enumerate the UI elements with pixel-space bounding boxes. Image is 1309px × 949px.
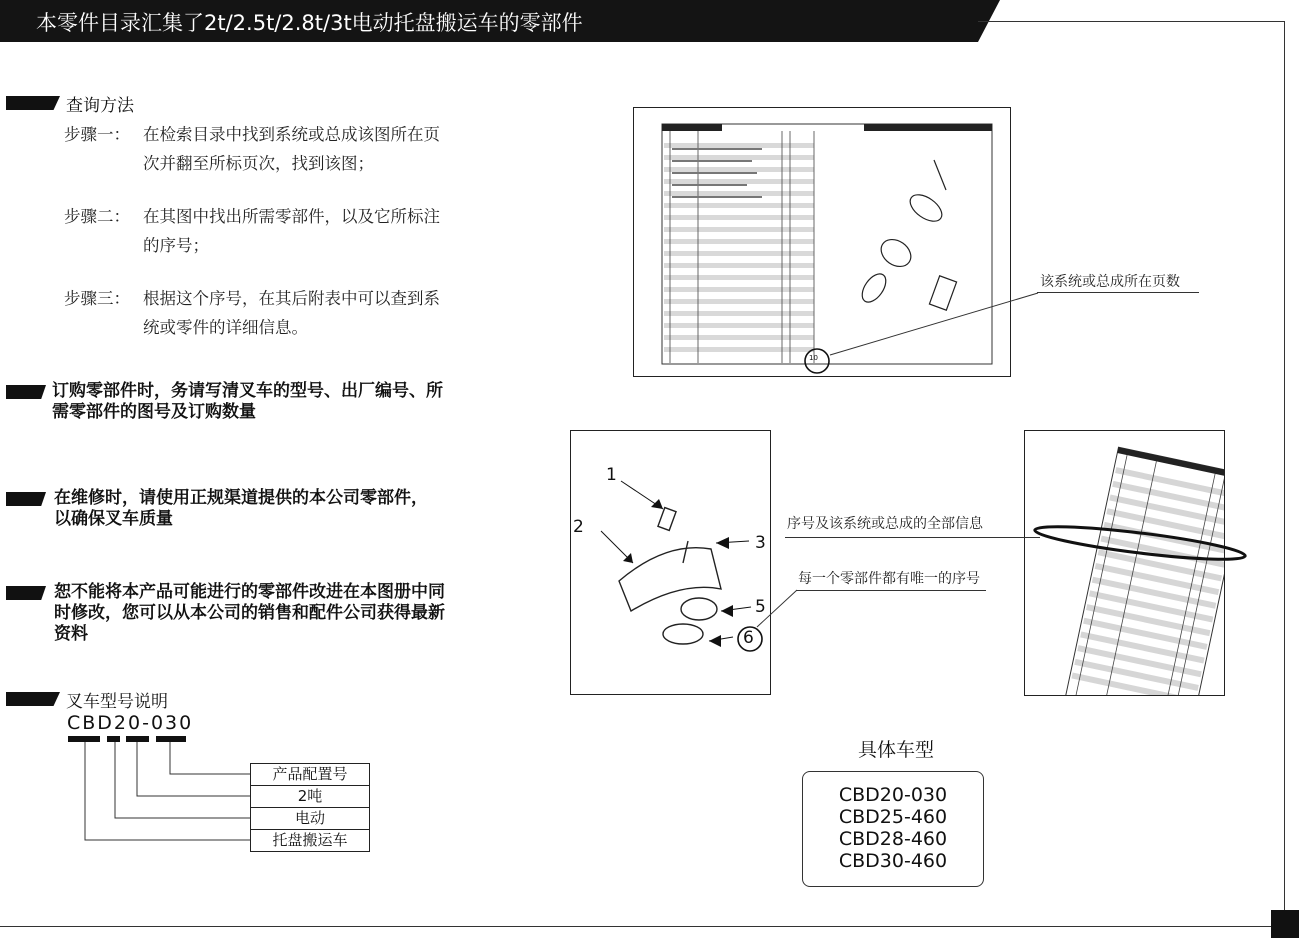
section-marker bbox=[6, 692, 60, 706]
page-title: 本零件目录汇集了2t/2.5t/2.8t/3t电动托盘搬运车的零部件 bbox=[36, 11, 583, 35]
frame-bottom-line bbox=[0, 926, 1285, 927]
models-heading: 具体车型 bbox=[858, 739, 935, 761]
step-3 bbox=[64, 284, 534, 342]
note-line: 以确保叉车质量 bbox=[54, 509, 173, 529]
step-lead: 步骤三： bbox=[64, 289, 130, 308]
part-label: 6 bbox=[743, 628, 754, 648]
spec-row: 托盘搬运车 bbox=[272, 831, 348, 849]
section-marker bbox=[6, 96, 60, 110]
spec-row: 产品配置号 bbox=[251, 764, 369, 786]
model-spec-table bbox=[250, 763, 370, 852]
step-text: 在检索目录中找到系统或总成该图所在页 bbox=[143, 125, 440, 144]
model-explain-heading: 叉车型号说明 bbox=[66, 692, 168, 712]
maintenance-note bbox=[54, 488, 534, 530]
part-label: 3 bbox=[755, 533, 766, 553]
step-text: 在其图中找出所需零部件，以及它所标注 bbox=[143, 207, 440, 226]
page-number-callout bbox=[800, 275, 1040, 385]
model-item: CBD30-460 bbox=[838, 850, 948, 872]
corner-square bbox=[1271, 910, 1299, 938]
note-line: 在维修时，请使用正规渠道提供的本公司零部件， bbox=[54, 488, 428, 508]
exploded-part-figure bbox=[570, 430, 771, 695]
section-marker bbox=[6, 385, 46, 399]
section-marker bbox=[6, 492, 46, 506]
note-line: 恕不能将本产品可能进行的零部件改进在本图册中同 bbox=[54, 582, 445, 602]
section-marker bbox=[6, 586, 46, 600]
model-item: CBD20-030 bbox=[838, 784, 948, 806]
model-item: CBD28-460 bbox=[838, 828, 948, 850]
disclaimer-note bbox=[54, 582, 534, 645]
annotation-underline bbox=[796, 590, 986, 591]
step-2 bbox=[64, 202, 534, 260]
part-label: 1 bbox=[606, 465, 617, 485]
part-annotation: 每一个零部件都有唯一的序号 bbox=[798, 571, 980, 587]
step-1 bbox=[64, 120, 534, 178]
table-annotation: 序号及该系统或总成的全部信息 bbox=[787, 516, 983, 532]
note-line: 订购零部件时，务请写清叉车的型号、出厂编号、所 bbox=[52, 381, 443, 401]
part-label: 5 bbox=[755, 597, 766, 617]
note-line: 时修改，您可以从本公司的销售和配件公司获得最新 bbox=[54, 603, 445, 623]
spec-row: 2吨 bbox=[251, 786, 369, 808]
code-connector-lines bbox=[60, 740, 260, 850]
note-line: 资料 bbox=[54, 624, 88, 644]
ordering-note bbox=[52, 381, 532, 423]
annotation-underline bbox=[785, 537, 1040, 538]
spec-row: 电动 bbox=[251, 808, 369, 830]
step-text: 根据这个序号，在其后附表中可以查到系 bbox=[143, 289, 440, 308]
frame-right-line bbox=[1284, 21, 1285, 926]
query-heading: 查询方法 bbox=[66, 96, 134, 116]
models-box bbox=[802, 771, 984, 887]
annotation-underline bbox=[1037, 292, 1199, 293]
part-label: 2 bbox=[573, 517, 584, 537]
step-text-cont: 的序号； bbox=[143, 236, 209, 255]
page-number: 10 bbox=[809, 354, 818, 362]
step-lead: 步骤一： bbox=[64, 125, 130, 144]
frame-top-line bbox=[978, 21, 1284, 22]
note-line: 需零部件的图号及订购数量 bbox=[52, 402, 256, 422]
part-callout-line bbox=[745, 585, 805, 635]
exploded-part-illustration bbox=[571, 431, 770, 694]
highlight-ellipse bbox=[1030, 515, 1250, 575]
step-text-cont: 次并翻至所标页次，找到该图； bbox=[143, 154, 374, 173]
step-lead: 步骤二： bbox=[64, 207, 130, 226]
model-item: CBD25-460 bbox=[838, 806, 948, 828]
step-text-cont: 统或零件的详细信息。 bbox=[143, 318, 308, 337]
page-annotation: 该系统或总成所在页数 bbox=[1040, 274, 1180, 290]
model-code: CBD20-030 bbox=[67, 712, 194, 734]
